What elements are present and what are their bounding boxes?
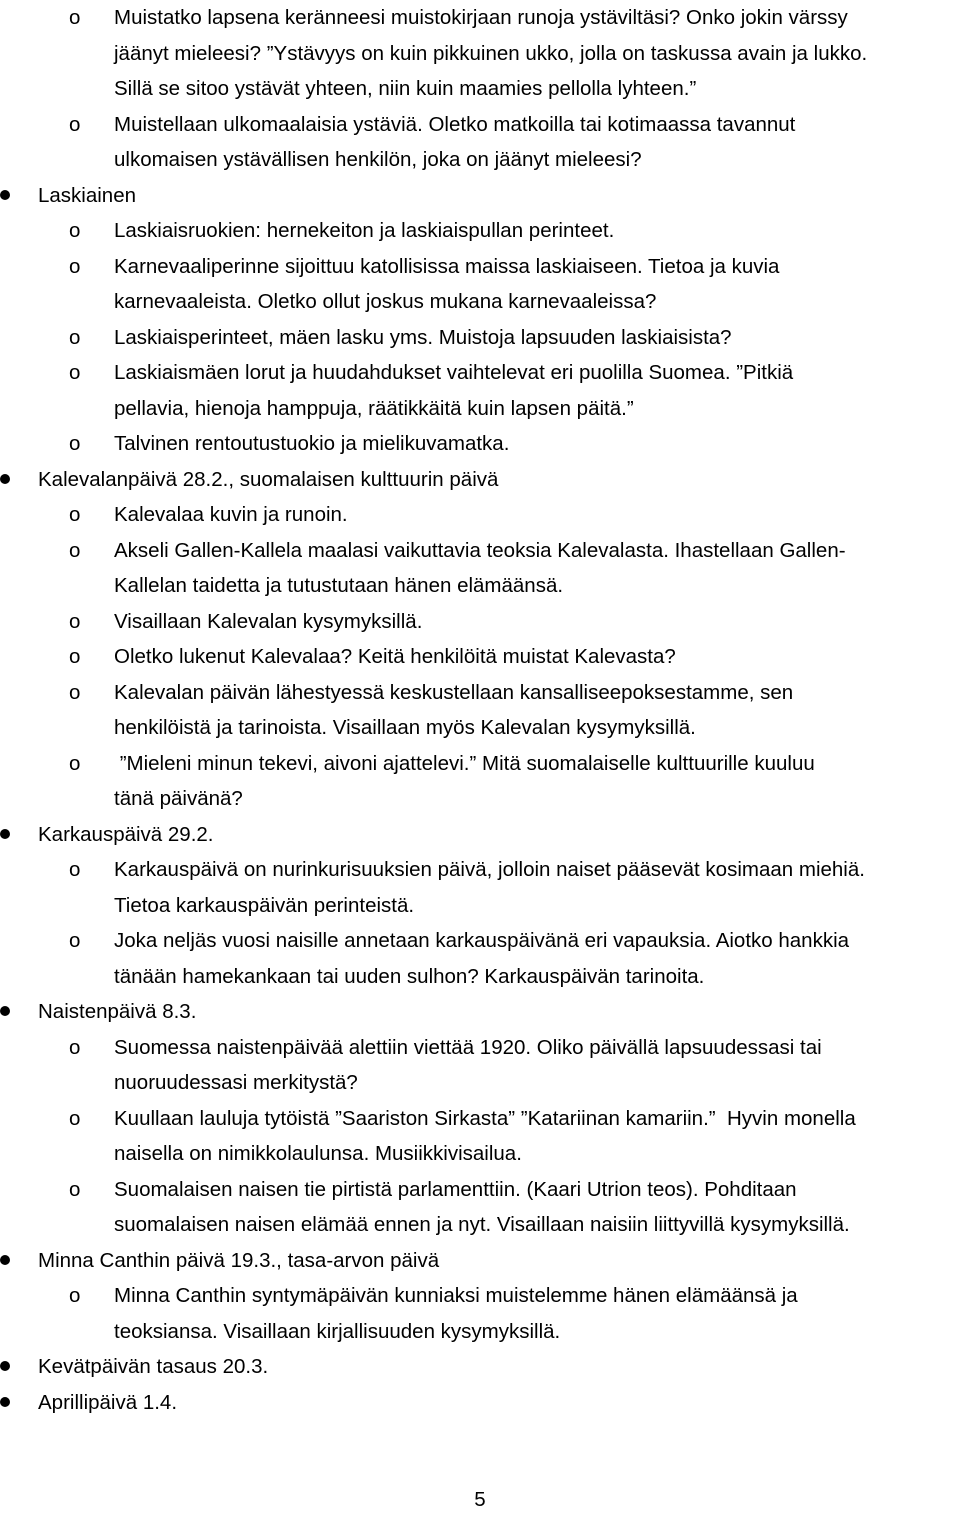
section-heading [0,462,960,498]
section-title: Kevätpäivän tasaus 20.3. [38,1355,269,1378]
item-text-line: Muistatko lapsena keränneesi muistokirjaan runoja ystäviltäsi? Onko jokin värssy [114,6,848,29]
section-item [0,1385,960,1421]
sub-list-item [0,320,960,356]
sub-list-item [0,107,960,178]
item-text-line: Suomessa naistenpäivää alettiin viettää 1920. Oliko päivällä lapsuudessasi tai [114,1035,822,1059]
item-text-line: karnevaaleista. Oletko ollut joskus mukana karnevaaleissa? [114,290,657,313]
sub-bullet-icon: o [69,6,81,29]
sub-bullet-icon: o [69,929,81,952]
bullet-icon [0,1255,10,1265]
sub-bullet-icon: o [69,538,81,562]
sub-list-item [0,1030,960,1101]
item-text-line: naisella on nimikkolaulunsa. Musiikkivisailua. [114,1142,522,1165]
sub-bullet-icon: o [69,219,81,242]
sub-list-item [0,0,960,107]
section-heading [0,994,960,1030]
item-text-line: Minna Canthin syntymäpäivän kunniaksi muistelemme hänen elämäänsä ja [114,1284,798,1307]
item-text-line: Laskiaisruokien: hernekeiton ja laskiaispullan perinteet. [114,219,615,242]
sub-list-item [0,746,960,817]
section-heading [0,178,960,214]
sub-list-item [0,675,960,746]
sub-bullet-icon: o [69,751,81,775]
bullet-icon [0,1361,10,1371]
sub-list-item [0,1278,960,1349]
item-text-line: Suomalaisen naisen tie pirtistä parlamenttiin. (Kaari Utrion teos). Pohditaan [114,1177,797,1201]
bullet-icon [0,474,10,484]
sub-bullet-icon: o [69,1035,81,1059]
sub-list-item [0,923,960,994]
page-number: 5 [474,1488,486,1511]
sub-list-item [0,604,960,640]
sub-list-item [0,426,960,462]
bullet-icon [0,190,10,200]
sub-bullet-icon: o [69,609,81,633]
item-text-line: suomalaisen naisen elämää ennen ja nyt. Visaillaan naisiin liittyvillä kysymyksillä. [114,1213,850,1236]
intro-list [0,0,960,178]
item-text-line: Kalevalaa kuvin ja runoin. [114,503,348,526]
item-text-line: Oletko lukenut Kalevalaa? Keitä henkilöitä muistat Kalevasta? [114,645,676,668]
sub-bullet-icon: o [69,1284,81,1307]
sub-list-item [0,249,960,320]
sub-list-item [0,1172,960,1243]
section-item [0,1349,960,1385]
section-heading [0,1385,960,1421]
item-text-line: Kalevalan päivän lähestyessä keskustellaan kansalliseepoksestamme, sen [114,680,794,704]
bullet-icon [0,1006,10,1016]
sub-list-item [0,852,960,923]
item-text-line: Karkauspäivä on nurinkurisuuksien päivä, jolloin naiset pääsevät kosimaan miehiä. [114,858,865,881]
section-title: Minna Canthin päivä 19.3., tasa-arvon päivä [38,1248,440,1272]
sub-bullet-icon: o [69,112,81,136]
item-text-line: Sillä se sitoo ystävät yhteen, niin kuin maamies pellolla lyhteen.” [114,77,697,100]
sub-bullet-icon: o [69,325,81,349]
item-text-line: Karnevaaliperinne sijoittuu katollisissa maissa laskiaiseen. Tietoa ja kuvia [114,254,780,278]
section-item [0,817,960,995]
item-text-line: tänä päivänä? [114,787,243,810]
item-text-line: teoksiansa. Visaillaan kirjallisuuden kysymyksillä. [114,1319,561,1343]
section-item [0,994,960,1243]
item-text-line: tänään hamekankaan tai uuden sulhon? Karkauspäivän tarinoita. [114,964,705,988]
sub-list-item [0,497,960,533]
item-text-line: Visaillaan Kalevalan kysymyksillä. [114,609,423,633]
bullet-icon [0,1397,10,1407]
item-text-line: Talvinen rentoutustuokio ja mielikuvamatka. [114,432,510,455]
section-title: Karkauspäivä 29.2. [38,822,214,846]
item-text-line: Muistellaan ulkomaalaisia ystäviä. Oletko matkoilla tai kotimaassa tavannut [114,112,796,136]
bullet-icon [0,829,10,839]
sub-list-item [0,639,960,675]
section-title: Laskiainen [38,183,137,207]
item-text-line: Tietoa karkauspäivän perinteistä. [114,893,415,917]
item-text-line: Laskiaismäen lorut ja huudahdukset vaihtelevat eri puolilla Suomea. ”Pitkiä [114,361,794,384]
section-item [0,462,960,817]
item-text-line: Kallelan taidetta ja tutustutaan hänen elämäänsä. [114,574,564,597]
sub-bullet-icon: o [69,361,81,384]
section-heading [0,817,960,853]
sub-list-item [0,533,960,604]
sub-list-item [0,1101,960,1172]
section-title: Kalevalanpäivä 28.2., suomalaisen kulttuurin päivä [38,467,499,491]
sub-bullet-icon: o [69,858,81,881]
item-text-line: ulkomaisen ystävällisen henkilön, joka on jäänyt mieleesi? [114,148,642,171]
item-text-line: jäänyt mieleesi? ”Ystävyys on kuin pikkuinen ukko, jolla on taskussa avain ja lukko. [114,41,868,65]
item-text-line: nuoruudessasi merkitystä? [114,1071,358,1094]
item-text-line: henkilöistä ja tarinoista. Visaillaan myös Kalevalan kysymyksillä. [114,716,696,739]
sub-bullet-icon: o [69,1106,81,1130]
sub-bullet-icon: o [69,645,81,668]
section-title: Aprillipäivä 1.4. [38,1390,178,1414]
item-text-line: ”Mieleni minun tekevi, aivoni ajattelevi.” Mitä suomalaiselle kulttuurille kuuluu [114,751,815,775]
sub-bullet-icon: o [69,432,81,455]
item-text-line: pellavia, hienoja hamppuja, räätikkäitä kuin lapsen päitä.” [114,396,634,420]
item-text-line: Laskiaisperinteet, mäen lasku yms. Muistoja lapsuuden laskiaisista? [114,325,732,349]
item-text-line: Joka neljäs vuosi naisille annetaan karkauspäivänä eri vapauksia. Aiotko hankkia [114,929,850,952]
item-text-line: Akseli Gallen-Kallela maalasi vaikuttavia teoksia Kalevalasta. Ihastellaan Gallen- [114,538,846,562]
sub-bullet-icon: o [69,1177,81,1201]
section-item [0,178,960,462]
section-heading [0,1243,960,1279]
item-text-line: Kuullaan lauluja tytöistä ”Saariston Sirkasta” ”Katariinan kamariin.” Hyvin monella [114,1106,856,1130]
sub-list-item [0,355,960,426]
section-title: Naistenpäivä 8.3. [38,1000,197,1023]
sub-bullet-icon: o [69,254,81,278]
sub-list-item [0,213,960,249]
sub-bullet-icon: o [69,680,81,704]
section-heading [0,1349,960,1385]
section-item [0,1243,960,1350]
section-list [0,178,960,1421]
sub-bullet-icon: o [69,503,81,526]
